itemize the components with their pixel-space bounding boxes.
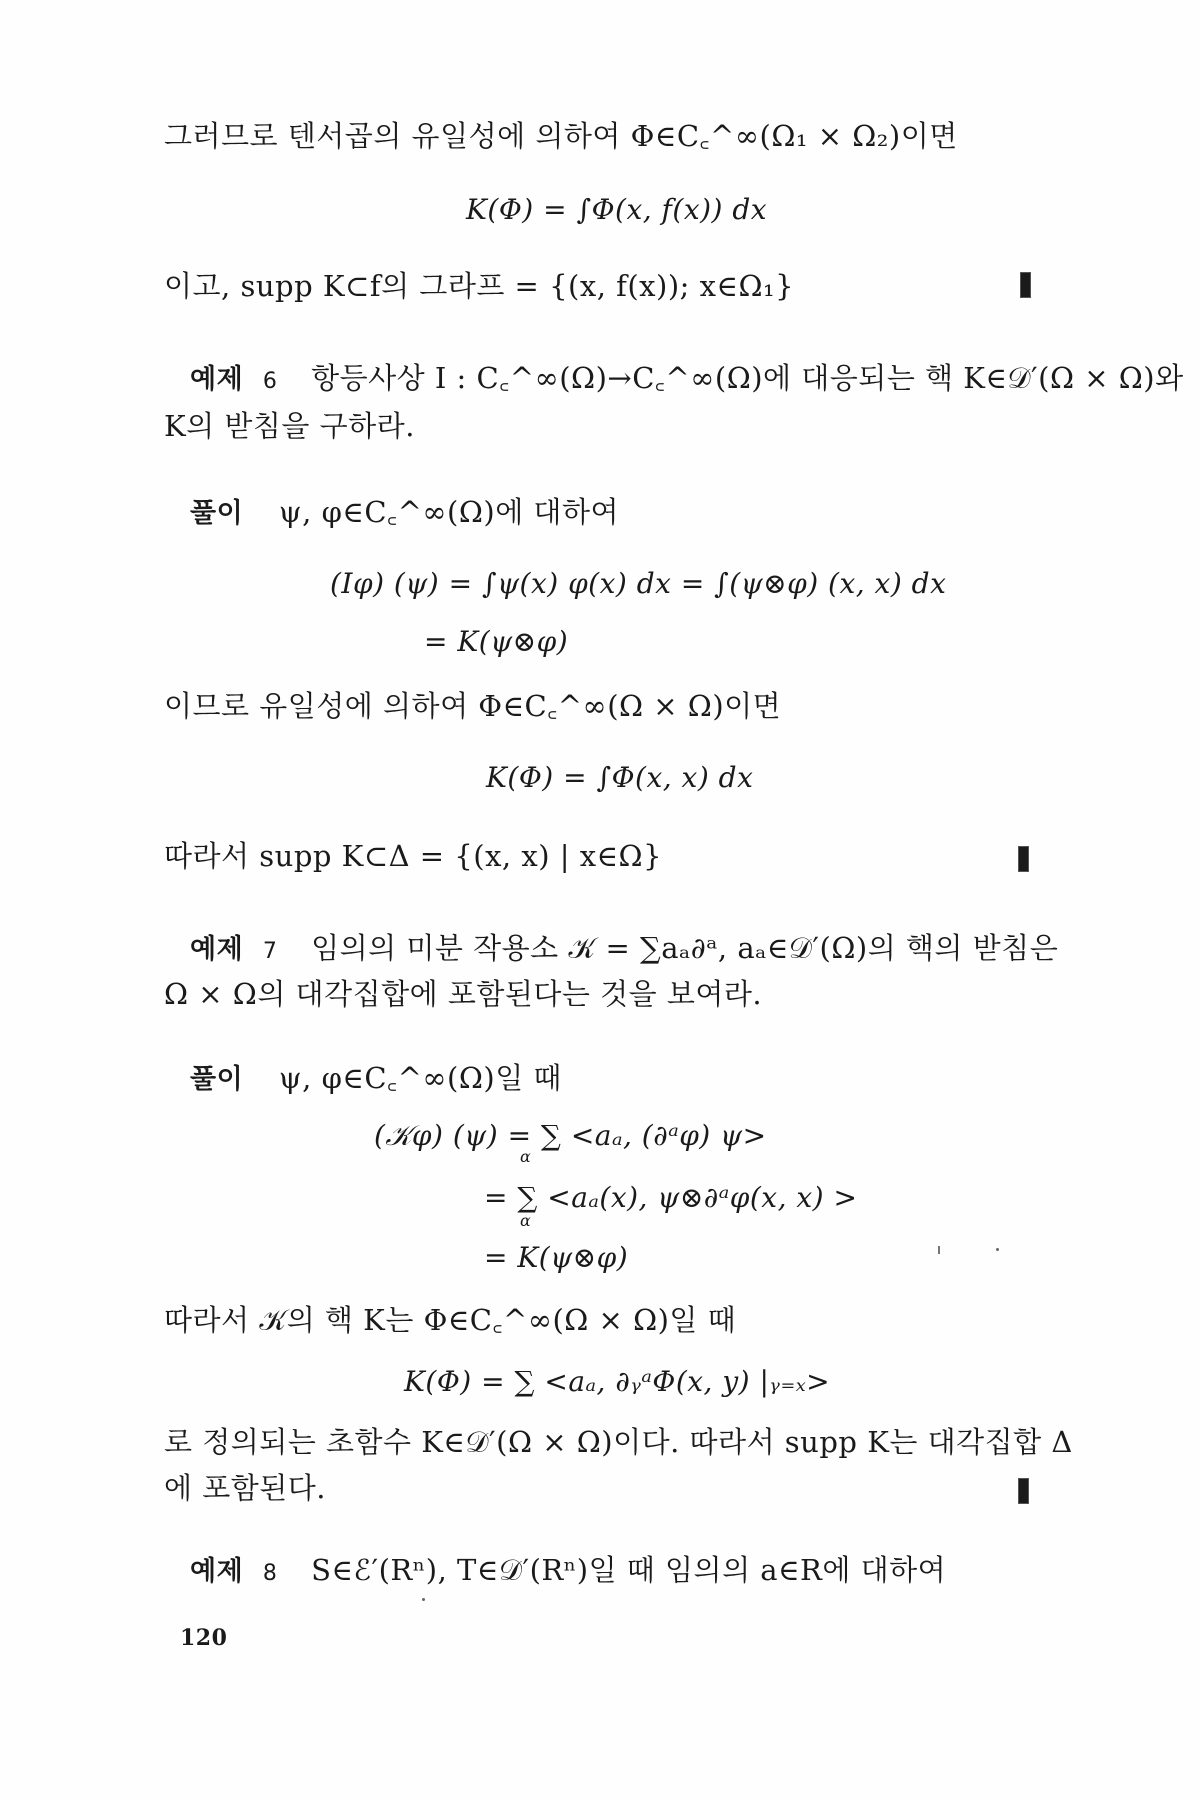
example-6-heading — [190, 360, 1184, 400]
text-line-contained: 에 포함된다. — [164, 1471, 327, 1505]
example-label: 예제 — [190, 1556, 244, 1587]
equation-operator-action: (𝒦φ) (ψ) = ∑ <aₐ, (∂ᵃφ) ψ> — [374, 1119, 767, 1152]
qed-mark — [1018, 846, 1029, 872]
solution-1-text: ψ, φ∈C꜀^∞(Ω)에 대하여 — [278, 495, 619, 529]
equation-operator-kernel-def: K(Φ) = ∑ <aₐ, ∂ᵧᵃΦ(x, y) |ᵧ₌ₓ> — [404, 1365, 831, 1398]
example-7-heading — [190, 930, 1058, 970]
text-line-operator-kernel: 따라서 𝒦의 핵 K는 Φ∈C꜀^∞(Ω × Ω)일 때 — [164, 1303, 737, 1337]
example-8-text: S∈ℰ′(Rⁿ), T∈𝒟′(Rⁿ)일 때 임의의 a∈R에 대하여 — [311, 1553, 947, 1587]
solution-label: 풀이 — [190, 498, 244, 529]
page-number: 120 — [180, 1625, 228, 1651]
equation-operator-action-2: = ∑ <aₐ(x), ψ⊗∂ᵃφ(x, x) > — [484, 1181, 858, 1214]
example-number: 7 — [262, 939, 278, 964]
solution-2-heading — [190, 1060, 562, 1098]
summation-index: α — [520, 1211, 532, 1230]
equation-identity-kernel: (Iφ) (ψ) = ∫ψ(x) φ(x) dx = ∫(ψ⊗φ) (x, x) dx — [330, 567, 947, 600]
text-line-uniqueness: 그러므로 텐서곱의 유일성에 의하여 Φ∈C꜀^∞(Ω₁ × Ω₂)이면 — [164, 119, 958, 153]
scan-speck — [996, 1248, 999, 1251]
example-7-text: 임의의 미분 작용소 𝒦 = ∑aₐ∂ᵃ, aₐ∈𝒟′(Ω)의 핵의 받침은 — [311, 931, 1059, 965]
qed-mark — [1020, 272, 1031, 298]
solution-2-text: ψ, φ∈C꜀^∞(Ω)일 때 — [278, 1061, 562, 1095]
equation-operator-action-3: = K(ψ⊗φ) — [484, 1241, 629, 1274]
example-number: 6 — [262, 369, 278, 394]
equation-identity-kernel-2: = K(ψ⊗φ) — [424, 625, 569, 658]
example-label: 예제 — [190, 934, 244, 965]
example-number: 8 — [262, 1561, 278, 1586]
equation-kernel-graph: K(Φ) = ∫Φ(x, f(x)) dx — [466, 193, 768, 226]
qed-mark — [1018, 1478, 1029, 1504]
scan-mark — [938, 1246, 940, 1254]
example-6-text-continued: K의 받침을 구하라. — [164, 409, 415, 443]
solution-1-heading — [190, 494, 619, 532]
example-6-text: 항등사상 I : C꜀^∞(Ω)→C꜀^∞(Ω)에 대응되는 핵 K∈𝒟′(Ω × Ω)와 — [311, 361, 1184, 395]
text-line-distribution-kernel: 로 정의되는 초함수 K∈𝒟′(Ω × Ω)이다. 따라서 supp K는 대각집합 Δ — [164, 1425, 1073, 1459]
text-line-support-graph: 이고, supp K⊂f의 그라프 = {(x, f(x)); x∈Ω₁} — [164, 269, 795, 303]
solution-label: 풀이 — [190, 1064, 244, 1095]
scan-speck — [422, 1598, 425, 1601]
example-7-text-continued: Ω × Ω의 대각집합에 포함된다는 것을 보여라. — [164, 977, 763, 1011]
example-8-heading — [190, 1552, 946, 1592]
example-label: 예제 — [190, 364, 244, 395]
text-line-support-diagonal: 따라서 supp K⊂Δ = {(x, x) | x∈Ω} — [164, 839, 663, 873]
summation-index: α — [520, 1147, 532, 1166]
text-line-uniqueness-2: 이므로 유일성에 의하여 Φ∈C꜀^∞(Ω × Ω)이면 — [164, 689, 782, 723]
equation-diagonal-integral: K(Φ) = ∫Φ(x, x) dx — [486, 761, 754, 794]
